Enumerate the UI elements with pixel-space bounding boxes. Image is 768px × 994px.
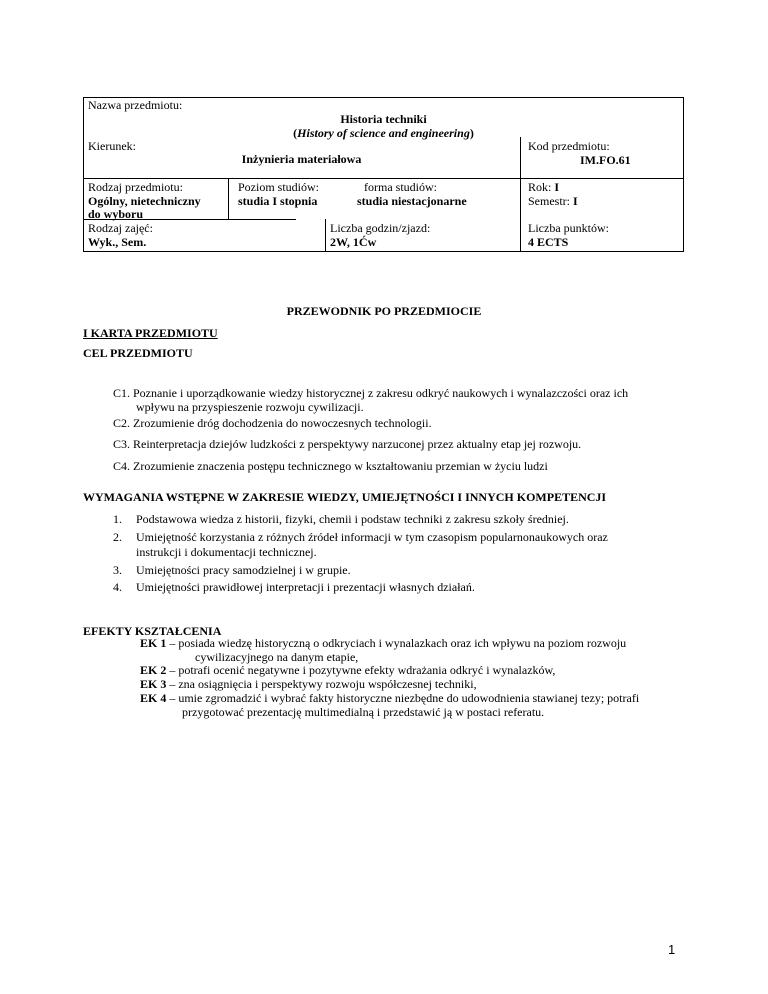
classes-value: Wyk., Sem. bbox=[88, 235, 147, 249]
kind-label: Rodzaj przedmiotu: bbox=[88, 180, 183, 194]
requirement-text-cont: instrukcji i dokumentacji technicznej. bbox=[136, 545, 317, 559]
subject-label: Nazwa przedmiotu: bbox=[88, 98, 183, 112]
requirements-title: WYMAGANIA WSTĘPNE W ZAKRESIE WIEDZY, UMIEJĘTNOŚCI I INNYCH KOMPETENCJI bbox=[83, 490, 607, 504]
requirement-number: 2. bbox=[113, 530, 122, 544]
points-value: 4 ECTS bbox=[528, 235, 569, 249]
requirement-text: Umiejętności prawidłowej interpretacji i prezentacji własnych działań. bbox=[136, 580, 475, 594]
kind-value-1: Ogólny, nietechniczny bbox=[88, 194, 201, 208]
form-value: studia niestacjonarne bbox=[357, 194, 467, 208]
hours-value: 2W, 1Ćw bbox=[330, 235, 377, 249]
classes-label: Rodzaj zajęć: bbox=[88, 221, 153, 235]
card-title: I KARTA PRZEDMIOTU bbox=[83, 326, 218, 340]
goal-item: C1. Poznanie i uporządkowanie wiedzy historycznej z zakresu odkryć naukowych i wynalazczości oraz ich bbox=[113, 386, 629, 400]
subject-title: Historia techniki bbox=[340, 112, 427, 126]
direction-value: Inżynieria materiałowa bbox=[241, 152, 362, 166]
semester: Semestr: I bbox=[528, 194, 578, 208]
hours-label: Liczba godzin/zjazd: bbox=[330, 221, 431, 235]
points-label: Liczba punktów: bbox=[528, 221, 609, 235]
subject-title-en: (History of science and engineering) bbox=[293, 126, 474, 140]
outcome-item: EK 3 – zna osiągnięcia i perspektywy rozwoju współczesnej techniki, bbox=[140, 677, 477, 691]
outcome-item: EK 4 – umie zgromadzić i wybrać fakty historyczne niezbędne do udowodnienia stawianej tezy; potrafi bbox=[140, 691, 640, 705]
direction-label: Kierunek: bbox=[88, 139, 136, 153]
requirement-text: Umiejętności pracy samodzielnej i w grupie. bbox=[136, 563, 351, 577]
goal-item-cont: wpływu na przyspieszenie rozwoju cywilizacji. bbox=[136, 400, 364, 414]
guide-title: PRZEWODNIK PO PRZEDMIOCIE bbox=[286, 304, 482, 318]
outcome-item: EK 2 – potrafi ocenić negatywne i pozytywne efekty wdrażania odkryć i wynalazków, bbox=[140, 663, 556, 677]
page-number: 1 bbox=[668, 942, 676, 957]
goal-item: C2. Zrozumienie dróg dochodzenia do nowoczesnych technologii. bbox=[113, 416, 432, 430]
outcomes-title: EFEKTY KSZTAŁCENIA bbox=[83, 624, 222, 638]
outcome-item: EK 1 – posiada wiedzę historyczną o odkryciach i wynalazkach oraz ich wpływu na poziom rozwoju bbox=[140, 636, 627, 650]
form-label: forma studiów: bbox=[364, 180, 437, 194]
requirement-number: 1. bbox=[113, 512, 122, 526]
goal-item: C3. Reinterpretacja dziejów ludzkości z perspektywy narzuconej przez aktualny etap jej rozwoju. bbox=[113, 437, 582, 451]
requirement-number: 4. bbox=[113, 580, 122, 594]
goal-item: C4. Zrozumienie znaczenia postępu technicznego w kształtowaniu przemian w życiu ludzi bbox=[113, 459, 548, 473]
kind-value-2: do wyboru bbox=[88, 207, 144, 221]
outcome-item-cont: cywilizacyjnego na danym etapie, bbox=[195, 650, 359, 664]
year: Rok: I bbox=[528, 180, 560, 194]
requirement-text: Podstawowa wiedza z historii, fizyki, chemii i podstaw techniki z zakresu szkoły średniej. bbox=[136, 512, 569, 526]
level-label: Poziom studiów: bbox=[238, 180, 320, 194]
goal-title: CEL PRZEDMIOTU bbox=[83, 346, 193, 360]
level-value: studia I stopnia bbox=[238, 194, 318, 208]
requirement-text: Umiejętność korzystania z różnych źródeł informacji w tym czasopism popularnonaukowych oraz bbox=[136, 530, 608, 544]
outcome-item-cont: przygotować prezentację multimedialną i przedstawić ją w postaci referatu. bbox=[182, 705, 545, 719]
code-value: IM.FO.61 bbox=[580, 153, 631, 167]
requirement-number: 3. bbox=[113, 563, 122, 577]
code-label: Kod przedmiotu: bbox=[528, 139, 610, 153]
